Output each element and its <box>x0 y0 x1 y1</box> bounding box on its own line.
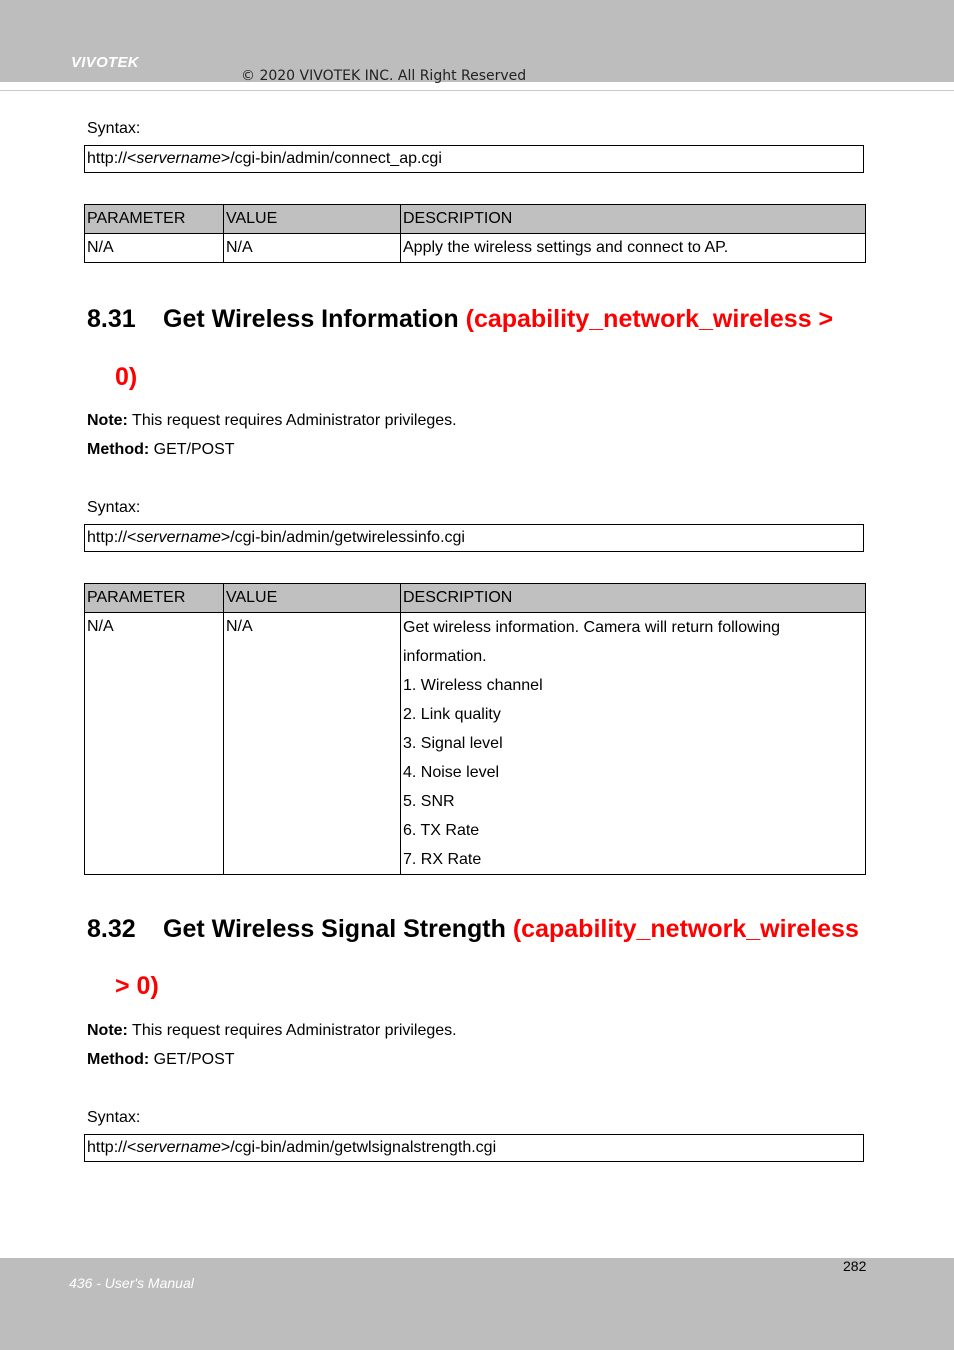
cell-value: N/A <box>224 613 401 875</box>
syntax-label: Syntax: <box>87 120 141 137</box>
syntax-label: Syntax: <box>87 1109 141 1126</box>
section-capability-cont: > 0) <box>115 972 159 1000</box>
header-description: DESCRIPTION <box>401 205 866 234</box>
method-line <box>87 441 235 459</box>
note-text: This request requires Administrator privileges. <box>127 412 457 429</box>
method-text: GET/POST <box>149 1051 235 1068</box>
description-line: information. <box>403 648 487 665</box>
header-description: DESCRIPTION <box>401 584 866 613</box>
description-line: 2. Link quality <box>403 706 501 723</box>
cell-parameter: N/A <box>85 613 224 875</box>
syntax-label: Syntax: <box>87 499 141 516</box>
header-value: VALUE <box>224 584 401 613</box>
section-heading-8-31 <box>87 305 833 334</box>
url-host: servername <box>136 150 221 167</box>
description-line: 4. Noise level <box>403 764 500 781</box>
url-suffix: >/cgi-bin/admin/getwlsignalstrength.cgi <box>220 1139 497 1156</box>
note-label: Note: <box>87 1022 128 1039</box>
cell-description: Apply the wireless settings and connect to AP. <box>401 234 866 263</box>
method-label: Method: <box>87 1051 150 1068</box>
description-line: 6. TX Rate <box>403 822 480 839</box>
url-suffix: >/cgi-bin/admin/getwirelessinfo.cgi <box>220 529 465 546</box>
section-title: Get Wireless Information <box>163 305 466 333</box>
section-capability-cont: 0) <box>115 363 138 391</box>
table-row <box>85 234 866 263</box>
url-host: servername <box>136 529 221 546</box>
url-suffix: >/cgi-bin/admin/connect_ap.cgi <box>220 150 442 167</box>
header-parameter: PARAMETER <box>85 205 224 234</box>
url-host: servername <box>136 1139 221 1156</box>
method-line <box>87 1051 235 1069</box>
method-text: GET/POST <box>149 441 235 458</box>
cell-value: N/A <box>224 234 401 263</box>
header-parameter: PARAMETER <box>85 584 224 613</box>
description-line: 5. SNR <box>403 793 455 810</box>
copyright-text: © 2020 VIVOTEK INC. All Right Reserved <box>241 68 527 84</box>
manual-page-label: 436 - User's Manual <box>69 1275 194 1291</box>
url-prefix: http://< <box>87 150 137 167</box>
url-prefix: http://< <box>87 529 137 546</box>
table-header-row <box>85 205 866 234</box>
section-capability: (capability_network_wireless > <box>465 305 834 333</box>
description-line: Get wireless information. Camera will return following <box>403 619 781 636</box>
parameter-table <box>84 583 866 875</box>
cell-description <box>401 613 866 875</box>
method-label: Method: <box>87 441 150 458</box>
section-number: 8.31 <box>87 305 136 333</box>
url-prefix: http://< <box>87 1139 137 1156</box>
section-capability: (capability_network_wireless <box>512 915 859 943</box>
cell-parameter: N/A <box>85 234 224 263</box>
header-divider <box>0 90 954 91</box>
note-text: This request requires Administrator privileges. <box>127 1022 457 1039</box>
header-value: VALUE <box>224 205 401 234</box>
note-line <box>87 412 457 430</box>
page-number: 282 <box>843 1258 867 1274</box>
syntax-url-box <box>84 524 864 552</box>
page-footer <box>0 1258 954 1350</box>
parameter-table <box>84 204 866 263</box>
description-line: 7. RX Rate <box>403 851 482 868</box>
note-line <box>87 1022 457 1040</box>
section-heading-8-32 <box>87 915 859 944</box>
syntax-url-box <box>84 1134 864 1162</box>
table-row <box>85 613 866 875</box>
description-line: 3. Signal level <box>403 735 503 752</box>
table-header-row <box>85 584 866 613</box>
section-title: Get Wireless Signal Strength <box>163 915 513 943</box>
note-label: Note: <box>87 412 128 429</box>
syntax-url-box <box>84 145 864 173</box>
section-number: 8.32 <box>87 915 136 943</box>
description-line: 1. Wireless channel <box>403 677 543 694</box>
brand-logo: VIVOTEK <box>71 54 139 71</box>
